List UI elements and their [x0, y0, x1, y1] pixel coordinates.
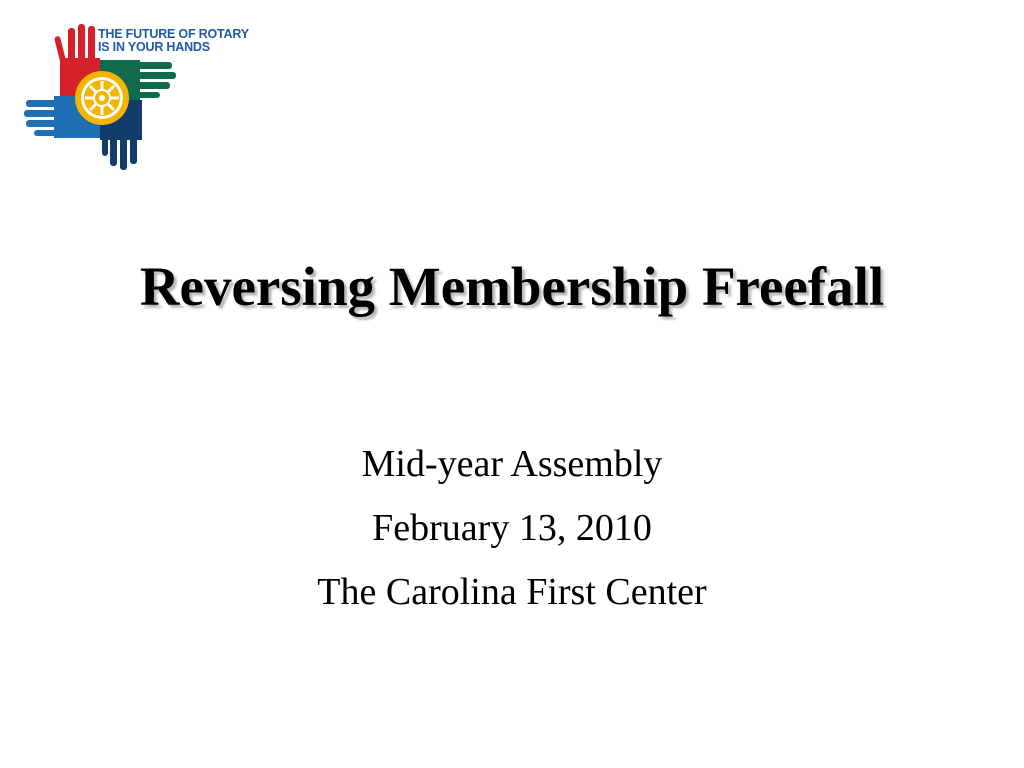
subtitle-event: Mid-year Assembly — [361, 443, 663, 485]
logo-tagline — [98, 28, 249, 54]
logo-tagline-line2: IS IN YOUR HANDS — [98, 40, 210, 54]
subtitle-date: February 13, 2010 — [372, 507, 652, 549]
slide-title: Reversing Membership Freefall — [139, 256, 885, 317]
rotary-logo — [24, 24, 249, 174]
subtitle-venue: The Carolina First Center — [317, 571, 707, 613]
slide-subtitle — [0, 432, 1024, 624]
logo-tagline-line1: THE FUTURE OF ROTARY — [98, 27, 249, 41]
